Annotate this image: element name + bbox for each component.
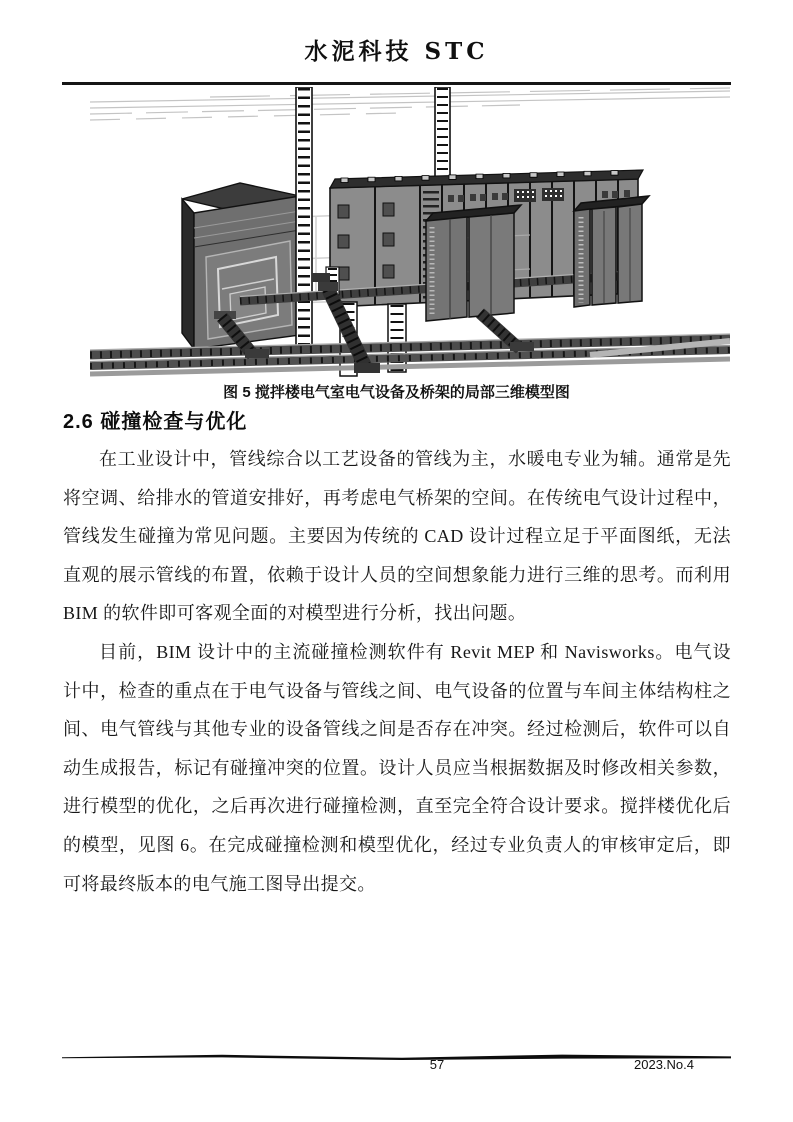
header-rule: [62, 82, 731, 85]
figure-3d-model: [90, 87, 730, 377]
journal-title: 水泥科技 STC: [304, 38, 489, 65]
body-text: [63, 440, 731, 903]
paragraph: 目前，BIM 设计中的主流碰撞检测软件有 Revit MEP 和 Navisworks。电气设计中，检查的重点在于电气设备与管线之间、电气设备的位置与车间主体结构柱之间、电气管线与其他专业的设备管线之间是否存在冲突。经过检测后，软件可以自动生成报告，标记有碰撞冲突的位置。设计人员应当根据数据及时修改相关参数，进行模型的优化，之后再次进行碰撞检测，直至完全符合设计要求。搅拌楼优化后的模型，见图 6。在完成碰撞检测和模型优化，经过专业负责人的审核审定后，即可将最终版本的电气施工图导出提交。: [63, 641, 731, 894]
bim-model-drawing: [90, 87, 730, 377]
figure-caption: 图 5 搅拌楼电气室电气设备及桥架的局部三维模型图: [223, 384, 570, 401]
page-number: 57: [429, 1057, 445, 1072]
issue-label: 2023.No.4: [634, 1057, 694, 1072]
paragraph: 在工业设计中，管线综合以工艺设备的管线为主，水暖电专业为辅。通常是先将空调、给排水的管道安排好，再考虑电气桥架的空间。在传统电气设计过程中，管线发生碰撞为常见问题。主要因为传统的 CAD 设计过程立足于平面图纸，无法直观的展示管线的布置，依赖于设计人员的空间想象能力进行三维的思考。而利用 BIM 的软件即可客观全面的对模型进行分析，找出问题。: [63, 449, 731, 624]
front-cabinet-group-left: [426, 205, 521, 321]
transformer-cabinet: [182, 183, 300, 349]
section-heading: 2.6 碰撞检查与优化: [63, 411, 248, 433]
background-structure-lines: [90, 88, 730, 120]
cable-riser-right-icon: [435, 87, 450, 180]
cable-riser-left-icon: [296, 87, 312, 351]
front-cabinet-group-right: [574, 196, 649, 307]
footer-rule: [62, 1048, 731, 1056]
cable-tray-bottom: [90, 334, 730, 374]
